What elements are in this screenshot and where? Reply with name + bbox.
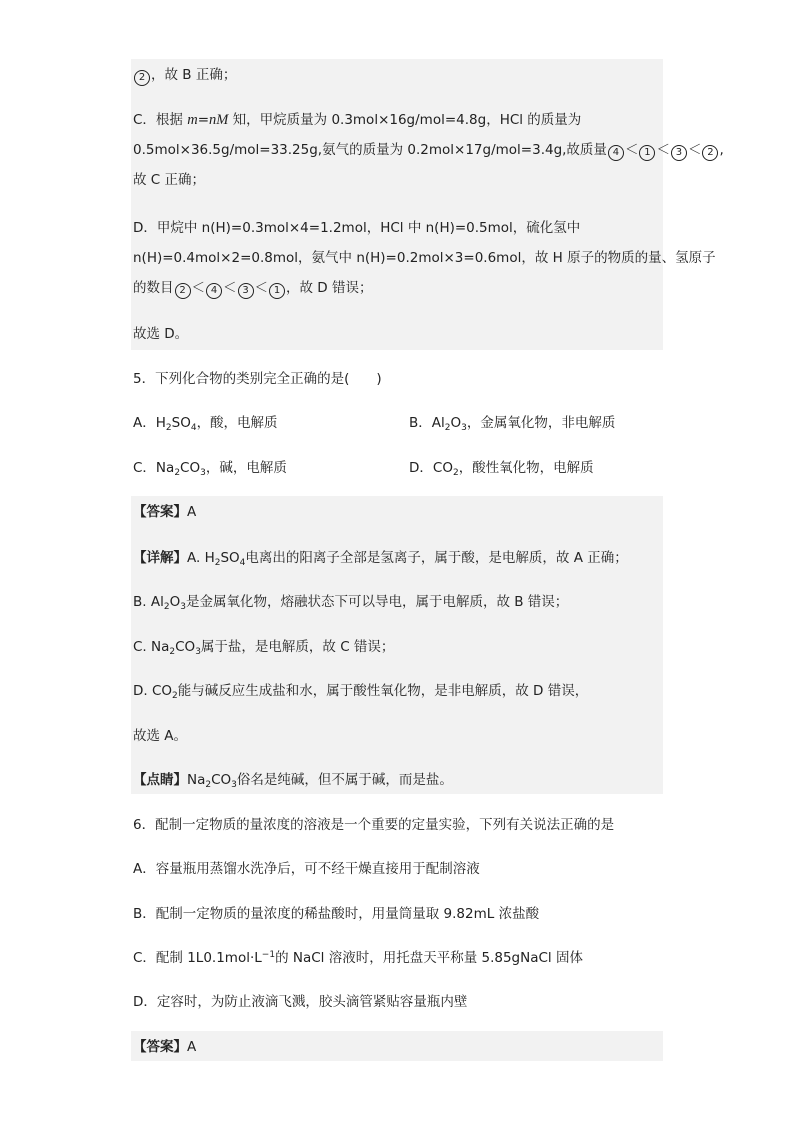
solution-line: 2 ，故 B 正确； (133, 65, 236, 86)
circled-number: 1 (269, 283, 285, 299)
detail-line: 故选 A。 (133, 728, 188, 744)
option-d: D．$CO_2$，酸性氧化物，电解质 (409, 460, 594, 478)
solution-line: D．甲烷中 n(H)=0.3mol×4=1.2mol，HCl 中 n(H)=0.5mol，硫化氢中 (133, 220, 581, 236)
option-a: A．容量瓶用蒸馏水洗净后，可不经干燥直接用于配制溶液 (133, 861, 480, 877)
option-d: D．定容时，为防止液滴飞溅，胶头滴管紧贴容量瓶内壁 (133, 994, 468, 1010)
answer-line: 【答案】A (133, 504, 197, 520)
answer-block-q6 (131, 1031, 663, 1061)
option-b: B．$Al_2O_3$，金属氧化物，非电解质 (409, 415, 616, 433)
circled-number: 3 (238, 283, 254, 299)
option-c: C．配制 $1L0.1mol\cdot L^{-1}$的 NaCl 溶液时，用托盘天平称量 5.85gNaCl 固体 (133, 950, 583, 966)
circled-number: 2 (134, 70, 150, 86)
circled-number: 1 (639, 145, 655, 161)
detail-line: B. $Al_2O_3$是金属氧化物，熔融状态下可以导电，属于电解质，故 B 错误； (133, 594, 569, 612)
solution-line: 故选 D。 (133, 326, 189, 342)
solution-line: C．根据 m=nM 知，甲烷质量为 0.3mol×16g/mol=4.8g，HCl 的质量为 (133, 112, 582, 128)
option-b: B．配制一定物质的量浓度的稀盐酸时，用量筒量取 9.82mL 浓盐酸 (133, 906, 540, 922)
question-stem: 6．配制一定物质的量浓度的溶液是一个重要的定量实验，下列有关说法正确的是 (133, 817, 615, 833)
option-c: C．$Na_2CO_3$，碱，电解质 (133, 460, 287, 478)
circled-number: 4 (206, 283, 222, 299)
solution-line: 0.5mol×36.5g/mol=33.25g,氨气的质量为 0.2mol×17g/mol=3.4g,故质量 4 ＜ 1 ＜ 3 ＜ 2 , (133, 140, 724, 161)
solution-block-q4 (131, 59, 663, 350)
circled-number: 2 (702, 145, 718, 161)
solution-line: 故 C 正确； (133, 172, 206, 188)
solution-line: 的数目 2 ＜ 4 ＜ 3 ＜ 1 ，故 D 错误； (133, 278, 372, 299)
solution-line: n(H)=0.4mol×2=0.8mol，氨气中 n(H)=0.2mol×3=0.6mol，故 H 原子的物质的量、氢原子 (133, 250, 716, 266)
circled-number: 3 (671, 145, 687, 161)
answer-line: 【答案】A (133, 1039, 197, 1055)
detail-line: C. $Na_2CO_3$属于盐，是电解质，故 C 错误； (133, 639, 395, 657)
detail-line: 【详解】A. $H_2SO_4$电离出的阳离子全部是氢离子，属于酸，是电解质，故 A 正确； (133, 550, 628, 568)
circled-number: 2 (175, 283, 191, 299)
circled-number: 4 (608, 145, 624, 161)
detail-line: D. $CO_2$能与碱反应生成盐和水，属于酸性氧化物，是非电解质，故 D 错误， (133, 683, 589, 701)
option-a: A．$H_2SO_4$，酸，电解质 (133, 415, 278, 433)
question-stem: 5．下列化合物的类别完全正确的是( ) (133, 371, 382, 387)
point-line: 【点睛】$Na_2CO_3$俗名是纯碱，但不属于碱，而是盐。 (133, 772, 453, 790)
